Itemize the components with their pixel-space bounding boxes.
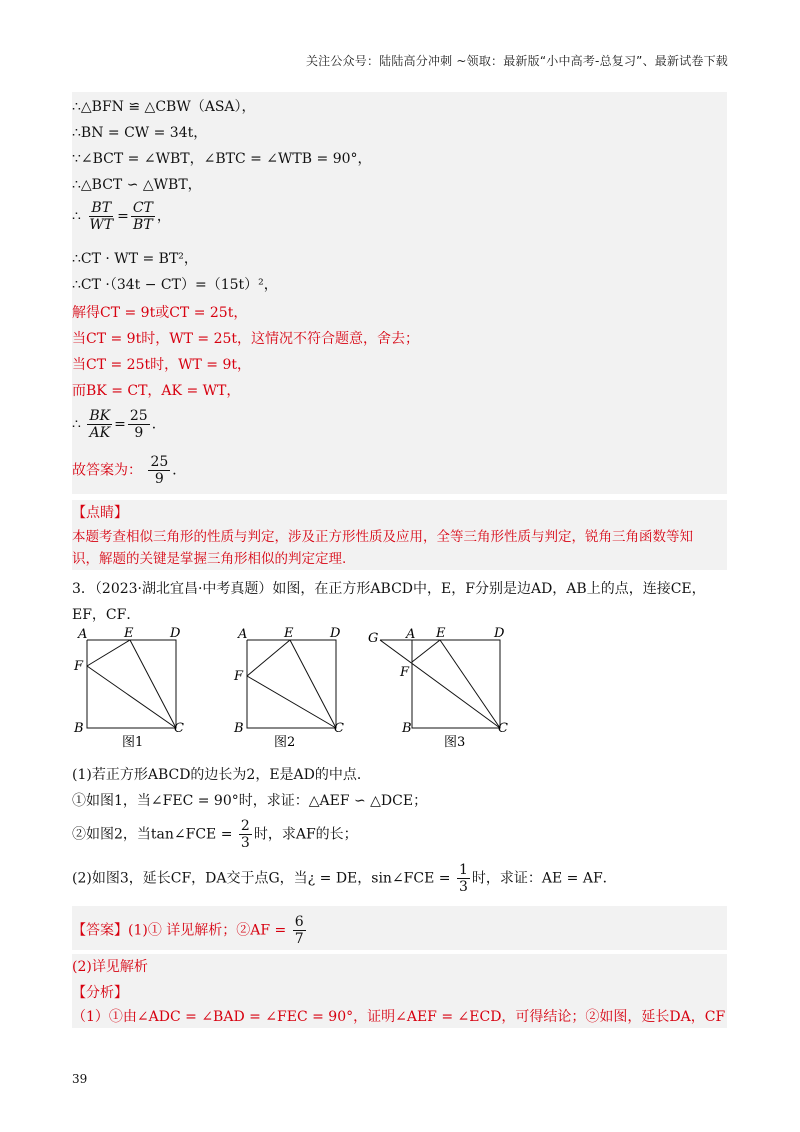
proof-line-5: ∴ $\frac{BT}{WT}$ = $\frac{CT}{BT}$ ，: [72, 200, 171, 233]
fenxi-label: 【分析】: [72, 985, 128, 1001]
problem-line-1: 3．（2023·湖北宜昌·中考真题）如图，在正方形ABCD中，E，F分别是边AD，AB上的点，连接CE，: [72, 581, 706, 597]
dianjing-label: 【点睛】: [72, 505, 128, 521]
svg-text:G: G: [368, 631, 379, 646]
fraction: $\frac{1}{3}$: [458, 862, 468, 895]
proof-line-6: ∴CT · WT = BT²，: [72, 251, 198, 267]
svg-text:B: B: [74, 721, 84, 736]
svg-text:C: C: [498, 721, 508, 736]
svg-text:E: E: [284, 626, 294, 641]
svg-text:C: C: [334, 721, 344, 736]
svg-text:D: D: [170, 626, 181, 641]
proof-line-8: 解得CT = 9t或CT = 25t，: [72, 305, 248, 321]
svg-text:A: A: [78, 627, 88, 642]
proof-line-10: 当CT = 25t时，WT = 9t，: [72, 357, 252, 373]
svg-text:E: E: [436, 626, 446, 641]
svg-text:F: F: [234, 669, 244, 684]
proof-line-2: ∴BN = CW = 34t，: [72, 125, 208, 141]
proof-line-9: 当CT = 9t时，WT = 25t，这情况不符合题意，舍去；: [72, 331, 420, 347]
proof-line-4: ∴△BCT ∽ △WBT，: [72, 177, 202, 193]
proof-block: [72, 92, 727, 494]
proof-line-12: ∴ $\frac{BK}{AK}$ = $\frac{25}{9}$ ．: [72, 408, 166, 441]
figure-1-caption: 图1: [122, 735, 144, 750]
problem-part-1-a: ①如图1，当∠FEC = 90°时，求证：△AEF ∽ △DCE；: [72, 793, 428, 809]
dianjing-text-1: 本题考查相似三角形的性质与判定，涉及正方形性质及应用，全等三角形性质与判定，锐角三角函数等知: [72, 529, 693, 545]
problem-part-1: (1)若正方形ABCD的边长为2，E是AD的中点．: [72, 767, 371, 783]
svg-text:E: E: [124, 626, 134, 641]
svg-text:C: C: [174, 721, 184, 736]
answer-block-2: [72, 954, 727, 1028]
fraction: $\frac{CT}{BT}$: [132, 200, 153, 233]
proof-line-1: ∴△BFN ≌ △CBW（ASA），: [72, 99, 256, 115]
fraction: $\frac{2}{3}$: [240, 818, 250, 851]
svg-text:F: F: [400, 665, 410, 680]
fenxi-text: （1）①由∠ADC = ∠BAD = ∠FEC = 90°，证明∠AEF = ∠ECD，可得结论；②如图，延长DA，CF: [72, 1009, 726, 1025]
fraction: $\frac{BK}{AK}$: [89, 408, 111, 441]
svg-text:A: A: [238, 627, 248, 642]
proof-line-3: ∵∠BCT = ∠WBT，∠BTC = ∠WTB = 90°，: [72, 151, 372, 167]
svg-text:F: F: [74, 659, 84, 674]
svg-text:B: B: [402, 721, 412, 736]
figure-3: [362, 622, 522, 752]
problem-part-1-b: ②如图2，当tan∠FCE = $\frac{2}{3}$ 时，求AF的长；: [72, 818, 358, 851]
svg-text:B: B: [234, 721, 244, 736]
answer-line-2: (2)详见解析: [72, 959, 148, 975]
fraction: $\frac{6}{7}$: [294, 914, 304, 947]
fraction: $\frac{BT}{WT}$: [89, 200, 114, 233]
figure-1: [70, 622, 190, 752]
page-number: 39: [72, 1072, 88, 1086]
svg-text:D: D: [494, 626, 505, 641]
figure-3-caption: 图3: [444, 735, 466, 750]
answer-line-1: 【答案】(1)① 详见解析；②AF = $\frac{6}{7}$: [72, 914, 304, 947]
fraction: $\frac{25}{9}$: [150, 454, 169, 487]
dianjing-text-2: 识，解题的关键是掌握三角形相似的判定定理.: [72, 551, 347, 567]
svg-text:D: D: [330, 626, 341, 641]
problem-line-2: EF，CF．: [72, 607, 141, 623]
proof-line-13: 故答案为： $\frac{25}{9}$ ．: [72, 454, 187, 487]
problem-part-2: (2)如图3，延长CF，DA交于点G，当¿ = DE，sin∠FCE = $\frac{1}{3}$ 时，求证：AE = AF．: [72, 862, 617, 895]
svg-text:A: A: [406, 627, 416, 642]
dianjing-block: [72, 500, 727, 570]
fraction: $\frac{25}{9}$: [129, 408, 148, 441]
proof-line-7: ∴CT ·（34t − CT）=（15t）²，: [72, 277, 278, 293]
figure-2-caption: 图2: [274, 735, 296, 750]
proof-line-11: 而BK = CT，AK = WT，: [72, 383, 241, 399]
page-header: 关注公众号：陆陆高分冲刺 ~领取：最新版“小中高考-总复习”、最新试卷下载: [305, 54, 728, 68]
figure-2: [230, 622, 350, 752]
answer-block: [72, 906, 727, 950]
